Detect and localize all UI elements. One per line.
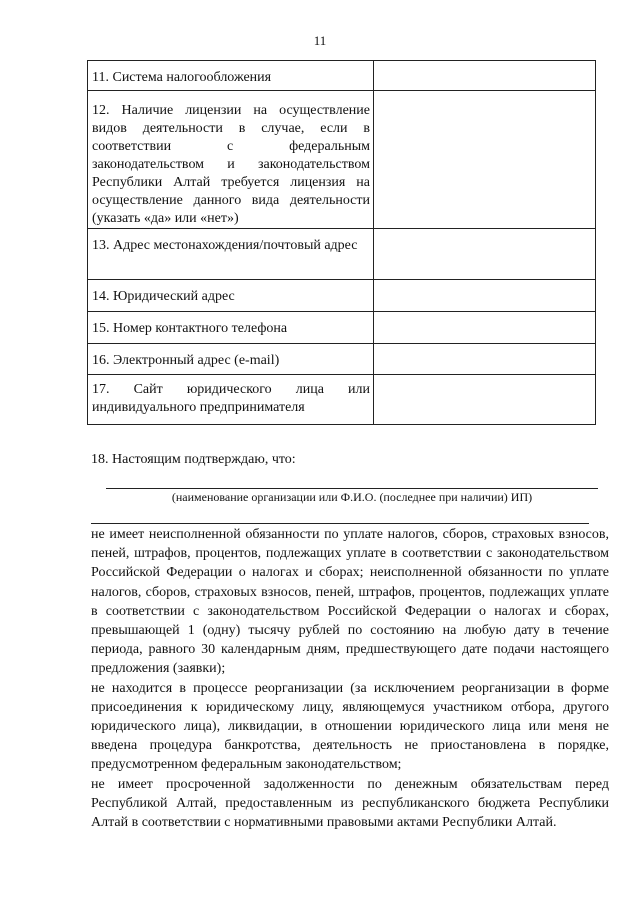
- row-label-email: 16. Электронный адрес (e-mail): [92, 353, 280, 368]
- row-label-license: 12. Наличие лицензии на осуществление видов деятельности в случае, если в соответствии с федеральным законодательством и законодательством Республики Алтай требуется лицензия на осуществление данного вида деятельности (указать «да» или «нет»): [92, 103, 370, 226]
- table-row-address: [88, 229, 596, 280]
- label-cell: [88, 61, 374, 91]
- row-label-website: 17. Сайт юридического лица или индивидуального предпринимателя: [92, 382, 370, 415]
- page-number: 11: [313, 33, 327, 48]
- label-cell: [88, 344, 374, 375]
- legal-address-field[interactable]: [374, 280, 596, 312]
- website-field[interactable]: [374, 375, 596, 425]
- statement-paragraph-debt: не имеет просроченной задолженности по денежным обязательствам перед Республикой Алтай, предоставленным из республиканского бюджета Республики Алтай в соответствии с нормативными правовыми актами Республики Алтай.: [91, 776, 609, 831]
- row-label-tax-system: 11. Система налогообложения: [92, 70, 272, 85]
- organization-name-caption: (наименование организации или Ф.И.О. (последнее при наличии) ИП): [171, 490, 533, 504]
- label-cell: [88, 375, 374, 425]
- table-row-tax-system: [88, 61, 596, 91]
- label-cell: [88, 280, 374, 312]
- address-field[interactable]: [374, 229, 596, 280]
- table-row-legal-address: [88, 280, 596, 312]
- statement-body: [91, 525, 609, 832]
- label-cell: [88, 91, 374, 229]
- row-label-phone: 15. Номер контактного телефона: [92, 321, 288, 336]
- table-row-phone: [88, 312, 596, 344]
- table-row-license: [88, 91, 596, 229]
- row-label-address: 13. Адрес местонахождения/почтовый адрес: [92, 238, 358, 253]
- tax-system-field[interactable]: [374, 61, 596, 91]
- label-cell: [88, 229, 374, 280]
- table-row-email: [88, 344, 596, 375]
- organization-name-line-2[interactable]: [91, 523, 589, 524]
- license-field[interactable]: [374, 91, 596, 229]
- statement-title: 18. Настоящим подтверждаю, что:: [91, 452, 296, 467]
- statement-paragraph-reorganization: не находится в процессе реорганизации (за исключением реорганизации в форме присоединения к юридическому лицу, являющемуся участником отбора, другого юридического лица), ликвидации, в отношении юридического лица или меня не введена процедура банкротства, деятельность не приостановлена в порядке, предусмотренном федеральным законодательством;: [91, 680, 609, 773]
- table-row-website: [88, 375, 596, 425]
- statement-paragraph-taxes: не имеет неисполненной обязанности по уплате налогов, сборов, страховых взносов, пеней, штрафов, процентов, подлежащих уплате в соответствии с законодательством Российской Федерации о налогах и сборах; неисполненной обязанности по уплате налогов, сборов, страховых взносов, пеней, штрафов, процентов, подлежащих уплате в соответствии с законодательством Российской Федерации о налогах и сборах, превышающей 1 (одну) тысячу рублей по состоянию на любую дату в течение периода, равного 30 календарным дням, предшествующего дате подачи настоящего предложения (заявки);: [91, 527, 609, 677]
- phone-field[interactable]: [374, 312, 596, 344]
- row-label-legal-address: 14. Юридический адрес: [92, 289, 235, 304]
- email-field[interactable]: [374, 344, 596, 375]
- applicant-info-table: [87, 60, 596, 425]
- label-cell: [88, 312, 374, 344]
